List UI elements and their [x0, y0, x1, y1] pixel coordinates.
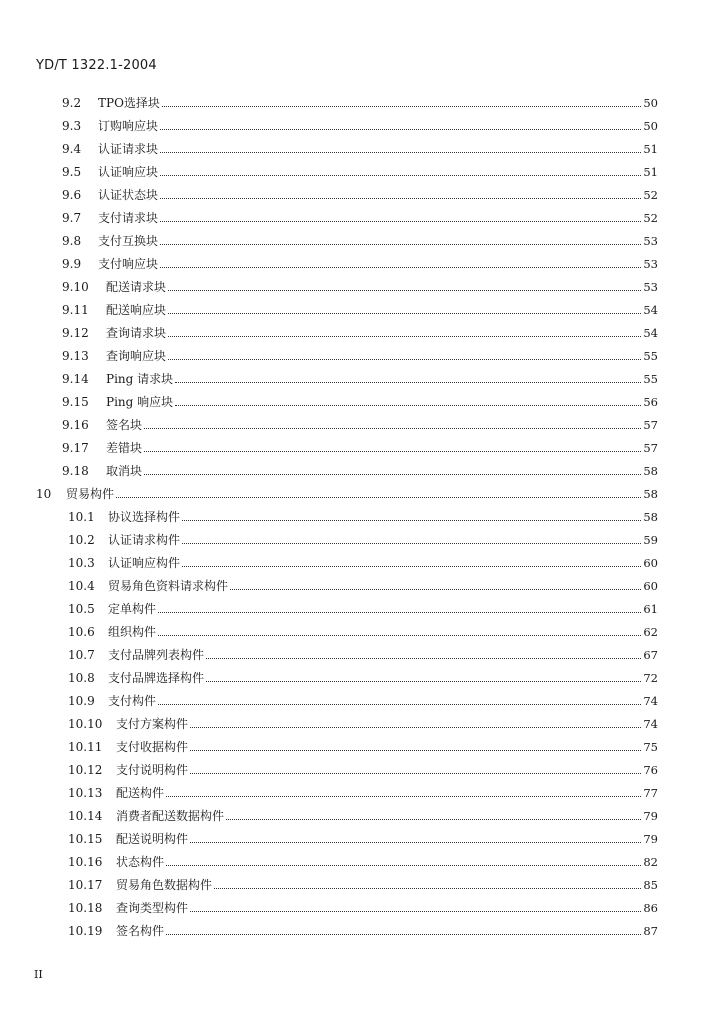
toc-entry-10-8[interactable]	[68, 667, 658, 685]
toc-entry-9-5[interactable]	[62, 161, 658, 179]
toc-dot-leader	[214, 888, 641, 889]
toc-entry-number: 9.15	[62, 395, 89, 409]
toc-dot-leader	[158, 704, 641, 705]
toc-dot-leader	[230, 589, 641, 590]
toc-entry-number: 10.1	[68, 510, 95, 524]
toc-entry-number: 9.17	[62, 441, 89, 455]
toc-entry-number: 9.4	[62, 142, 82, 156]
toc-entry-page: 87	[643, 924, 658, 938]
toc-entry-title: 定单构件	[108, 602, 157, 616]
toc-entry-title: 组织构件	[108, 625, 157, 639]
toc-entry-page: 50	[643, 119, 658, 133]
toc-entry-number: 9.16	[62, 418, 89, 432]
toc-dot-leader	[168, 359, 641, 360]
toc-entry-number: 10.5	[68, 602, 95, 616]
toc-entry-page: 61	[643, 602, 658, 616]
toc-entry-title: TPO选择块	[98, 96, 160, 110]
toc-entry-title: 认证响应构件	[108, 556, 181, 570]
toc-entry-number: 10.10	[68, 717, 103, 731]
toc-entry-10-2[interactable]	[68, 529, 658, 547]
toc-entry-number: 10.11	[68, 740, 103, 754]
toc-entry-number: 10.6	[68, 625, 95, 639]
toc-entry-title: 配送构件	[116, 786, 165, 800]
page-number: II	[34, 968, 43, 981]
toc-dot-leader	[226, 819, 641, 820]
toc-entry-page: 50	[643, 96, 658, 110]
toc-entry-10-17[interactable]	[68, 874, 658, 892]
toc-entry-page: 60	[643, 556, 658, 570]
toc-entry-title: 配送响应块	[106, 303, 167, 317]
toc-dot-leader	[182, 566, 641, 567]
toc-entry-number: 9.12	[62, 326, 89, 340]
toc-entry-number: 10.18	[68, 901, 103, 915]
toc-entry-title: 支付互换块	[98, 234, 159, 248]
toc-entry-title: 状态构件	[116, 855, 165, 869]
toc-dot-leader	[144, 428, 641, 429]
toc-entry-page: 52	[643, 188, 658, 202]
toc-entry-9-11[interactable]	[62, 299, 658, 317]
toc-entry-page: 67	[643, 648, 658, 662]
toc-entry-10-9[interactable]	[68, 690, 658, 708]
toc-dot-leader	[168, 313, 641, 314]
toc-entry-page: 74	[643, 694, 658, 708]
toc-dot-leader	[190, 773, 641, 774]
toc-entry-title: 支付请求块	[98, 211, 159, 225]
toc-entry-title: 查询响应块	[106, 349, 167, 363]
toc-entry-page: 79	[643, 832, 658, 846]
toc-entry-page: 52	[643, 211, 658, 225]
toc-dot-leader	[160, 244, 641, 245]
toc-entry-page: 75	[643, 740, 658, 754]
toc-entry-10-10[interactable]	[68, 713, 658, 731]
toc-entry-page: 57	[643, 418, 658, 432]
toc-entry-title: Ping 请求块	[106, 372, 174, 386]
toc-dot-leader	[206, 658, 641, 659]
toc-entry-title: 认证响应块	[98, 165, 159, 179]
toc-entry-number: 9.5	[62, 165, 82, 179]
toc-entry-number: 9.10	[62, 280, 89, 294]
toc-entry-9-10[interactable]	[62, 276, 658, 294]
toc-dot-leader	[175, 382, 641, 383]
toc-entry-10-4[interactable]	[68, 575, 658, 593]
toc-dot-leader	[182, 520, 641, 521]
toc-dot-leader	[190, 842, 641, 843]
toc-dot-leader	[162, 106, 641, 107]
toc-entry-10[interactable]	[36, 483, 658, 501]
toc-entry-number: 10.13	[68, 786, 103, 800]
toc-entry-title: 协议选择构件	[108, 510, 181, 524]
toc-entry-title: 消费者配送数据构件	[116, 809, 225, 823]
toc-entry-title: 支付响应块	[98, 257, 159, 271]
toc-entry-title: 支付品牌列表构件	[108, 648, 205, 662]
toc-entry-title: 支付收据构件	[116, 740, 189, 754]
toc-entry-9-8[interactable]	[62, 230, 658, 248]
toc-entry-number: 9.18	[62, 464, 89, 478]
toc-entry-number: 9.3	[62, 119, 82, 133]
toc-entry-title: 配送说明构件	[116, 832, 189, 846]
toc-entry-page: 54	[643, 326, 658, 340]
toc-entry-page: 79	[643, 809, 658, 823]
toc-entry-title: Ping 响应块	[106, 395, 174, 409]
toc-entry-page: 76	[643, 763, 658, 777]
toc-entry-page: 51	[643, 165, 658, 179]
toc-entry-9-9[interactable]	[62, 253, 658, 271]
toc-entry-page: 55	[643, 372, 658, 386]
toc-entry-number: 10.15	[68, 832, 103, 846]
toc-entry-9-7[interactable]	[62, 207, 658, 225]
toc-entry-number: 10.8	[68, 671, 95, 685]
toc-dot-leader	[158, 635, 641, 636]
toc-entry-number: 9.2	[62, 96, 82, 110]
toc-dot-leader	[160, 175, 641, 176]
toc-entry-number: 10.16	[68, 855, 103, 869]
toc-entry-title: 支付构件	[108, 694, 157, 708]
toc-entry-9-4[interactable]	[62, 138, 658, 156]
toc-entry-number: 10.4	[68, 579, 95, 593]
toc-entry-page: 56	[643, 395, 658, 409]
toc-entry-page: 86	[643, 901, 658, 915]
toc-dot-leader	[190, 727, 641, 728]
toc-entry-title: 订购响应块	[98, 119, 159, 133]
toc-entry-9-16[interactable]	[62, 414, 658, 432]
toc-dot-leader	[168, 336, 641, 337]
toc-entry-10-5[interactable]	[68, 598, 658, 616]
toc-entry-number: 10.19	[68, 924, 103, 938]
toc-entry-page: 85	[643, 878, 658, 892]
toc-entry-number: 9.14	[62, 372, 89, 386]
toc-entry-title: 支付方案构件	[116, 717, 189, 731]
toc-entry-9-14[interactable]	[62, 368, 658, 386]
toc-entry-9-2[interactable]	[62, 92, 658, 110]
toc-dot-leader	[160, 152, 641, 153]
toc-entry-10-14[interactable]	[68, 805, 658, 823]
toc-dot-leader	[116, 497, 641, 498]
toc-entry-10-16[interactable]	[68, 851, 658, 869]
toc-entry-number: 10.17	[68, 878, 103, 892]
toc-entry-number: 10.7	[68, 648, 95, 662]
toc-entry-9-3[interactable]	[62, 115, 658, 133]
toc-entry-title: 查询请求块	[106, 326, 167, 340]
toc-entry-10-7[interactable]	[68, 644, 658, 662]
toc-entry-10-13[interactable]	[68, 782, 658, 800]
toc-entry-9-15[interactable]	[62, 391, 658, 409]
toc-entry-number: 9.9	[62, 257, 82, 271]
toc-dot-leader	[144, 474, 641, 475]
toc-entry-number: 9.11	[62, 303, 89, 317]
toc-entry-title: 认证请求构件	[108, 533, 181, 547]
toc-entry-title: 认证状态块	[98, 188, 159, 202]
toc-entry-number: 9.13	[62, 349, 89, 363]
toc-entry-title: 贸易角色数据构件	[116, 878, 213, 892]
toc-dot-leader	[190, 750, 641, 751]
toc-dot-leader	[166, 865, 641, 866]
toc-entry-9-17[interactable]	[62, 437, 658, 455]
toc-entry-title: 配送请求块	[106, 280, 167, 294]
toc-entry-title: 签名构件	[116, 924, 165, 938]
toc-entry-number: 10.2	[68, 533, 95, 547]
toc-entry-title: 贸易角色资料请求构件	[108, 579, 229, 593]
toc-dot-leader	[158, 612, 641, 613]
toc-entry-10-19[interactable]	[68, 920, 658, 938]
toc-entry-10-3[interactable]	[68, 552, 658, 570]
toc-entry-page: 59	[643, 533, 658, 547]
toc-entry-number: 10.9	[68, 694, 95, 708]
toc-dot-leader	[168, 290, 641, 291]
toc-entry-number: 10	[36, 487, 52, 501]
toc-dot-leader	[190, 911, 641, 912]
toc-entry-page: 54	[643, 303, 658, 317]
toc-dot-leader	[160, 129, 641, 130]
toc-entry-title: 查询类型构件	[116, 901, 189, 915]
toc-entry-page: 72	[643, 671, 658, 685]
toc-entry-title: 认证请求块	[98, 142, 159, 156]
toc-entry-page: 53	[643, 234, 658, 248]
toc-entry-page: 74	[643, 717, 658, 731]
toc-entry-title: 贸易构件	[66, 487, 115, 501]
toc-entry-page: 60	[643, 579, 658, 593]
toc-entry-number: 10.12	[68, 763, 103, 777]
toc-entry-number: 10.3	[68, 556, 95, 570]
toc-entry-10-15[interactable]	[68, 828, 658, 846]
toc-entry-9-18[interactable]	[62, 460, 658, 478]
toc-entry-page: 77	[643, 786, 658, 800]
toc-entry-9-12[interactable]	[62, 322, 658, 340]
toc-dot-leader	[160, 198, 641, 199]
toc-entry-9-6[interactable]	[62, 184, 658, 202]
toc-entry-title: 差错块	[106, 441, 143, 455]
toc-entry-page: 62	[643, 625, 658, 639]
toc-dot-leader	[160, 267, 641, 268]
toc-entry-page: 53	[643, 280, 658, 294]
toc-entry-page: 58	[643, 510, 658, 524]
toc-entry-page: 58	[643, 487, 658, 501]
toc-dot-leader	[182, 543, 641, 544]
toc-entry-number: 9.7	[62, 211, 82, 225]
toc-entry-number: 10.14	[68, 809, 103, 823]
toc-entry-title: 取消块	[106, 464, 143, 478]
toc-entry-title: 支付品牌选择构件	[108, 671, 205, 685]
toc-dot-leader	[206, 681, 641, 682]
toc-entry-10-18[interactable]	[68, 897, 658, 915]
toc-entry-number: 9.6	[62, 188, 82, 202]
toc-entry-10-12[interactable]	[68, 759, 658, 777]
document-code: YD/T 1322.1-2004	[36, 58, 157, 73]
toc-entry-page: 58	[643, 464, 658, 478]
toc-entry-number: 9.8	[62, 234, 82, 248]
toc-entry-title: 签名块	[106, 418, 143, 432]
toc-dot-leader	[166, 934, 641, 935]
toc-entry-page: 53	[643, 257, 658, 271]
toc-entry-10-11[interactable]	[68, 736, 658, 754]
toc-entry-9-13[interactable]	[62, 345, 658, 363]
toc-entry-page: 57	[643, 441, 658, 455]
toc-dot-leader	[160, 221, 641, 222]
toc-entry-page: 55	[643, 349, 658, 363]
toc-entry-10-1[interactable]	[68, 506, 658, 524]
toc-entry-title: 支付说明构件	[116, 763, 189, 777]
toc-entry-page: 82	[643, 855, 658, 869]
toc-dot-leader	[166, 796, 641, 797]
toc-entry-10-6[interactable]	[68, 621, 658, 639]
toc-dot-leader	[175, 405, 641, 406]
toc-dot-leader	[144, 451, 641, 452]
toc-entry-page: 51	[643, 142, 658, 156]
